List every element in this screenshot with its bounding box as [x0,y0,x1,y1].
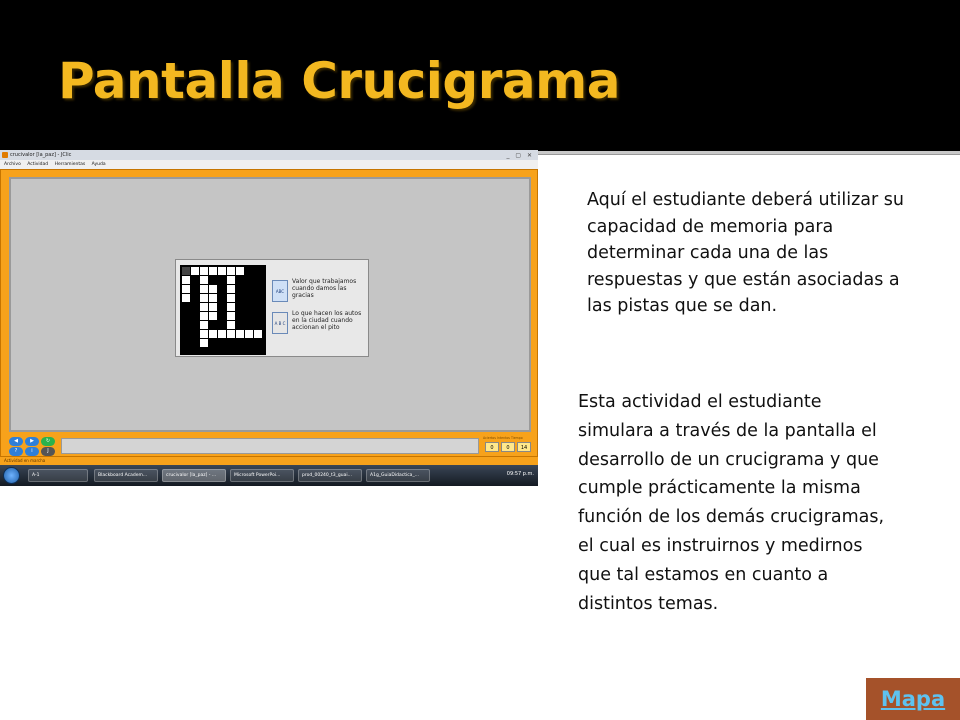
crossword-cell[interactable] [209,312,217,320]
crossword-cell[interactable] [254,330,262,338]
system-clock: 09:57 p.m. [506,471,534,477]
crossword-cell[interactable] [227,267,235,275]
clue-across-button[interactable]: ABC [272,280,288,302]
crossword-cell[interactable] [200,321,208,329]
crossword-grid[interactable] [180,265,266,355]
window-title-bar [0,150,538,160]
crossword-cell[interactable] [209,285,217,293]
control-area [9,436,531,456]
clue-down [272,310,366,336]
window-title: crucivalor [la_paz] - JClic [10,152,72,158]
crossword-cell[interactable] [209,303,217,311]
crossword-cell[interactable] [236,267,244,275]
hits-counter: 0 [485,442,499,452]
menu-item-actividad[interactable]: Actividad [27,162,49,167]
crossword-cell[interactable] [236,330,244,338]
crossword-panel [175,259,369,357]
help-icon[interactable]: ? [9,447,23,456]
time-counter: 14 [517,442,531,452]
title-bar [0,0,960,151]
slide-title: Pantalla Crucigrama [58,52,620,110]
taskbar-item[interactable]: A1g_GuiaDidactica_... [366,469,430,482]
crossword-cell[interactable] [200,312,208,320]
activity-stage [9,177,531,432]
jclic-logo-icon[interactable]: J [41,447,55,456]
taskbar-item[interactable]: Blackboard Academ... [94,469,158,482]
crossword-cell[interactable] [227,276,235,284]
crossword-cell[interactable] [218,267,226,275]
crossword-cell[interactable] [200,303,208,311]
info-icon[interactable]: i [25,447,39,456]
map-link-button[interactable]: Mapa [866,678,960,720]
crossword-cell[interactable] [200,339,208,347]
crossword-cell[interactable] [227,321,235,329]
menu-bar [0,160,538,169]
clue-across [272,278,366,304]
crossword-cell[interactable] [227,285,235,293]
clue-down-button[interactable]: A B C [272,312,288,334]
crossword-cell[interactable] [245,330,253,338]
crossword-cell[interactable] [182,294,190,302]
jclic-frame [0,169,538,457]
crossword-cell[interactable] [182,276,190,284]
description-paragraph-1: Aquí el estudiante deberá utilizar su capacidad de memoria para determinar cada una de las respuestas y que están asociadas a las pistas que se dan. [587,190,904,316]
window-controls[interactable]: _ ▢ ✕ [506,152,534,159]
crossword-cell[interactable] [209,294,217,302]
crossword-cell[interactable] [227,294,235,302]
crossword-cell[interactable] [227,312,235,320]
crossword-cell[interactable] [227,303,235,311]
crossword-cell[interactable] [182,267,190,275]
crossword-cell[interactable] [218,330,226,338]
message-box [61,438,479,454]
clue-across-text: Valor que trabajamos cuando damos las gracias [292,278,357,299]
crossword-cell[interactable] [191,267,199,275]
crossword-cell[interactable] [200,267,208,275]
taskbar-item[interactable]: Microsoft PowerPoi... [230,469,294,482]
crossword-cell[interactable] [227,330,235,338]
taskbar-item[interactable]: A-1 [28,469,88,482]
crossword-cell[interactable] [200,285,208,293]
embedded-screenshot [0,150,538,486]
menu-item-herramientas[interactable]: Herramientas [54,162,86,167]
crossword-cell[interactable] [182,285,190,293]
divider [536,151,960,155]
crossword-cell[interactable] [200,330,208,338]
prev-arrow-icon[interactable]: ◀ [9,437,23,446]
clue-down-text: Lo que hacen los autos en la ciudad cuando accionan el pito [292,310,362,331]
taskbar-item-active[interactable]: crucivalor [la_paz] - ... [162,469,226,482]
counters-labels: Aciertos Intentos Tiempo [483,436,523,440]
taskbar-item[interactable]: prod_00240_t3_guai... [298,469,362,482]
attempts-counter: 0 [501,442,515,452]
next-arrow-icon[interactable]: ▶ [25,437,39,446]
menu-item-archivo[interactable]: Archivo [4,162,21,167]
description-paragraph-2: Esta actividad el estudiante simulara a través de la pantalla el desarrollo de un crucigrama y que cumple prácticamente la misma función de los demás crucigramas, el cual es instruirnos y medirnos que tal estamos en cuanto a distintos temas. [578,392,885,614]
crossword-cell[interactable] [200,294,208,302]
crossword-cell[interactable] [209,330,217,338]
crossword-cell[interactable] [200,276,208,284]
taskbar [0,465,538,486]
status-bar: Actividad en marcha [0,457,538,465]
crossword-cell[interactable] [209,267,217,275]
start-button[interactable] [3,467,20,484]
app-icon [2,152,8,158]
restart-icon[interactable]: ↻ [41,437,55,446]
menu-item-ayuda[interactable]: Ayuda [91,162,106,167]
